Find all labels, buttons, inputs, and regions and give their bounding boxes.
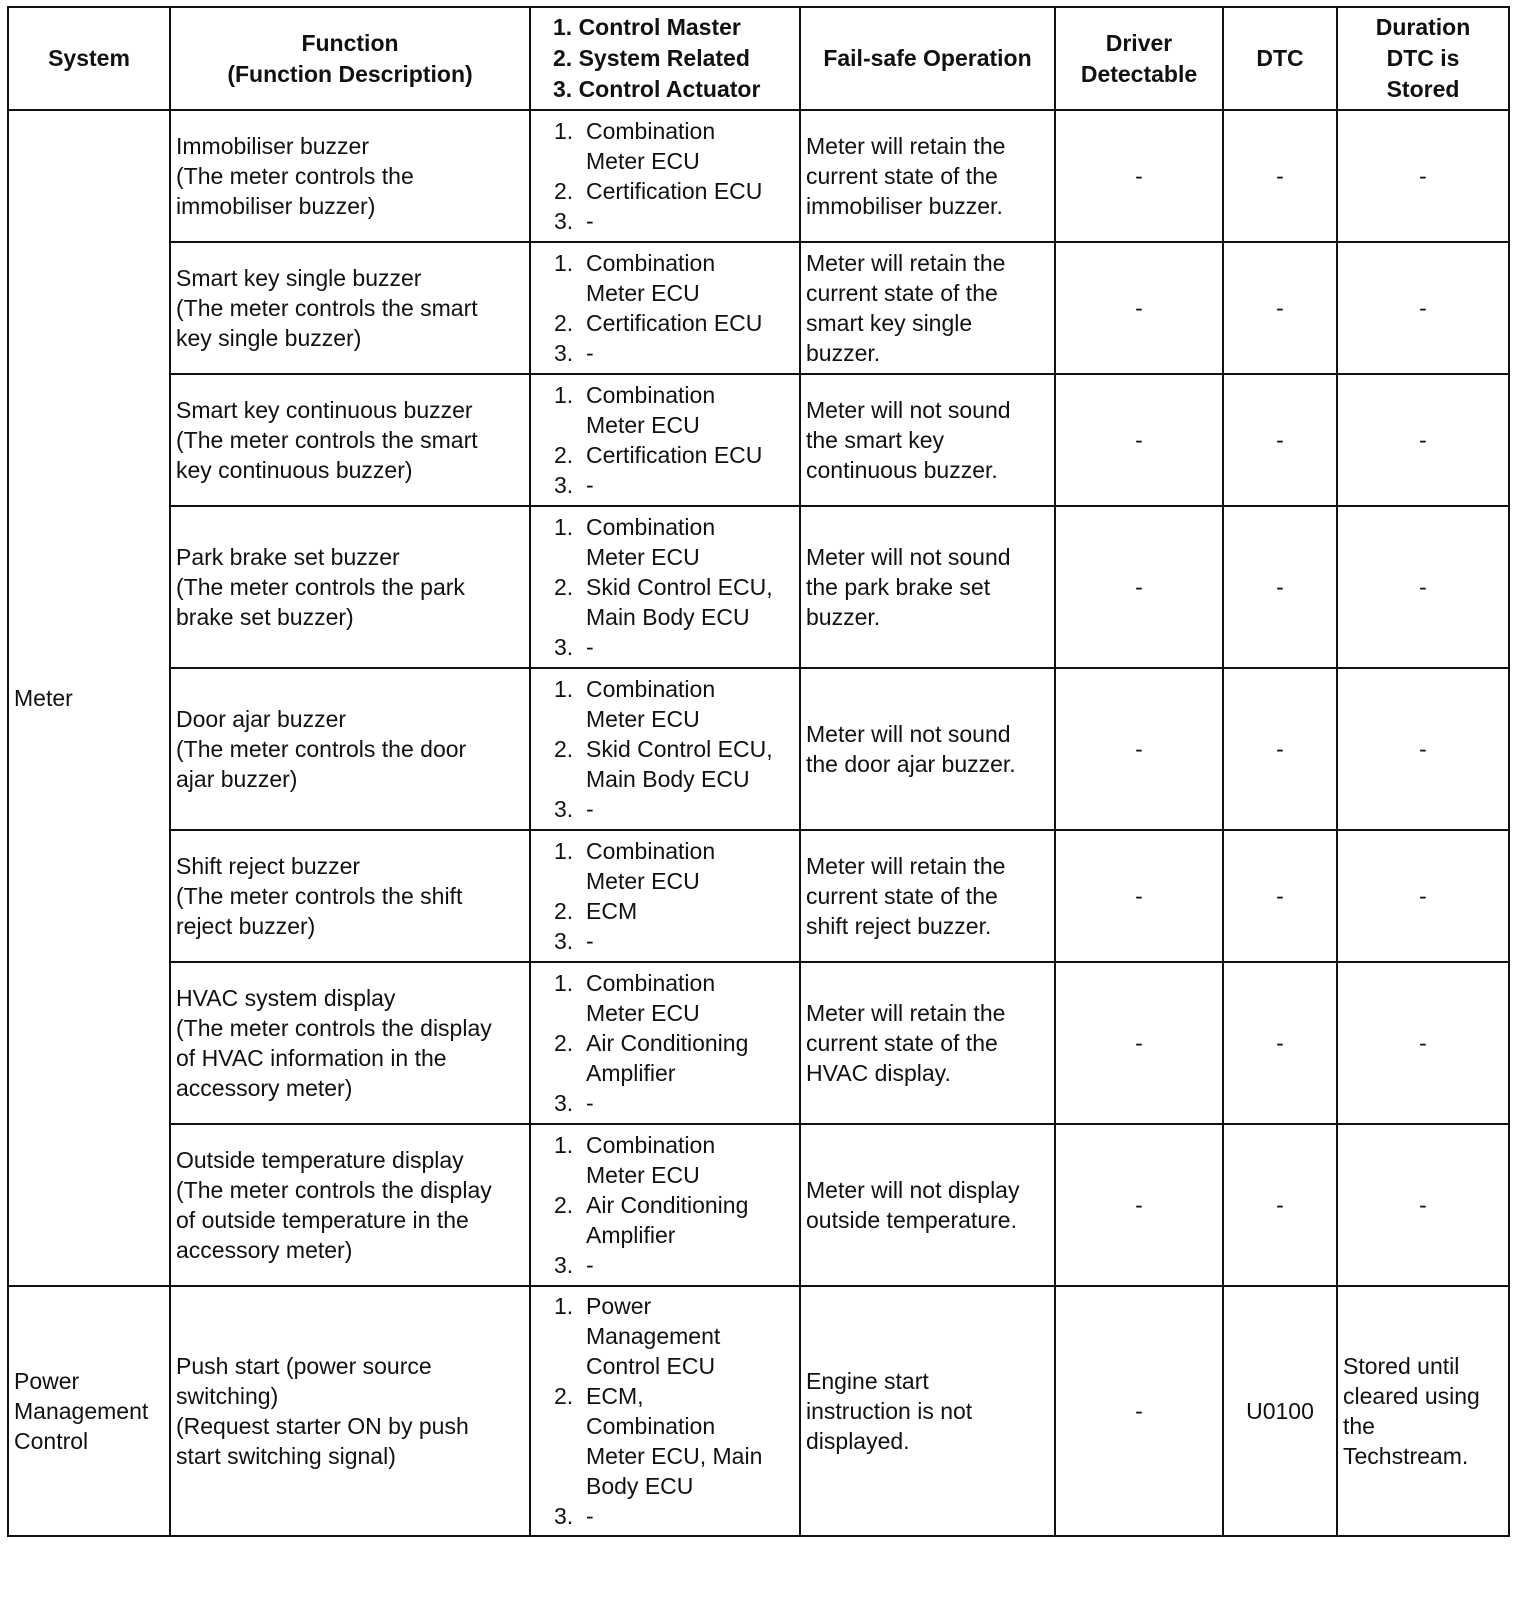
failsafe-cell [800,962,1055,1124]
failsafe-text: Meter will not sound the door ajar buzzer. [806,721,1016,777]
duration-text: - [1419,736,1427,762]
table-row [8,374,1509,506]
control-item-text: ECM, Combination Meter ECU, Main Body ECU [586,1383,763,1499]
control-item [536,1028,794,1088]
function-cell [170,506,530,668]
failsafe-cell [800,1124,1055,1286]
header-dtc: DTC [1223,7,1337,110]
control-item [536,674,794,734]
failsafe-cell [800,374,1055,506]
function-cell [170,668,530,830]
control-item-number: 3. [554,928,574,954]
control-item-text: Combination Meter ECU [586,970,716,1026]
control-list [536,836,794,956]
duration-text: - [1419,883,1427,909]
failsafe-cell [800,1286,1055,1536]
dtc-cell: - [1223,242,1337,374]
control-item [536,632,794,662]
dtc-cell: - [1223,1124,1337,1286]
control-cell [530,506,800,668]
control-item [536,206,794,236]
control-item [536,836,794,896]
table-row [8,242,1509,374]
dtc-cell: - [1223,506,1337,668]
control-item-number: 2. [554,736,574,762]
duration-text: - [1419,427,1427,453]
control-item-number: 3. [554,634,574,660]
system-label: Power Management Control [14,1368,149,1454]
control-item-text: Air Conditioning Amplifier [586,1192,749,1248]
dtc-cell: - [1223,110,1337,242]
dtc-cell: - [1223,668,1337,830]
duration-cell [1337,1124,1509,1286]
control-item-text: Combination Meter ECU [586,1132,716,1188]
control-item-text: Certification ECU [586,442,763,468]
control-item [536,794,794,824]
control-list [536,248,794,368]
driver-detectable-cell: - [1055,110,1223,242]
table-row [8,1124,1509,1286]
table-row [8,506,1509,668]
control-item [536,380,794,440]
failsafe-cell [800,830,1055,962]
table-row [8,830,1509,962]
failsafe-cell [800,668,1055,830]
control-item-text: - [586,634,594,660]
failsafe-text: Meter will not display outside temperature. [806,1177,1020,1233]
dtc-cell: - [1223,374,1337,506]
function-cell [170,374,530,506]
duration-text: - [1419,1030,1427,1056]
control-item-text: Power Management Control ECU [586,1293,721,1379]
function-cell [170,962,530,1124]
table-row [8,668,1509,830]
duration-text: - [1419,574,1427,600]
driver-detectable-cell: - [1055,668,1223,830]
fail-safe-table [7,6,1510,1537]
driver-detectable-cell: - [1055,1124,1223,1286]
function-description: Push start (power source switching) (Request starter ON by push start switching signal) [176,1353,469,1469]
control-item-text: Skid Control ECU, Main Body ECU [586,736,773,792]
control-item-number: 1. [554,514,574,540]
control-item-text: Air Conditioning Amplifier [586,1030,749,1086]
failsafe-text: Meter will retain the current state of the shift reject buzzer. [806,853,1006,939]
function-cell [170,830,530,962]
table-row [8,110,1509,242]
function-description: Shift reject buzzer (The meter controls the shift reject buzzer) [176,853,463,939]
control-item-number: 2. [554,898,574,924]
failsafe-cell [800,506,1055,668]
control-item [536,1501,794,1531]
control-item [536,926,794,956]
control-item [536,968,794,1028]
control-item-number: 1. [554,382,574,408]
control-item-number: 1. [554,1132,574,1158]
function-cell [170,242,530,374]
failsafe-cell [800,110,1055,242]
function-cell [170,1286,530,1536]
table-row [8,1286,1509,1536]
control-item-text: - [586,208,594,234]
control-item-number: 3. [554,340,574,366]
function-description: Immobiliser buzzer (The meter controls the immobiliser buzzer) [176,133,414,219]
control-item [536,896,794,926]
duration-cell [1337,506,1509,668]
system-cell-power-management [8,1286,170,1536]
function-description: Smart key continuous buzzer (The meter controls the smart key continuous buzzer) [176,397,478,483]
control-cell [530,668,800,830]
header-failsafe: Fail-safe Operation [800,7,1055,110]
control-item [536,1130,794,1190]
driver-detectable-cell: - [1055,374,1223,506]
control-item-text: - [586,472,594,498]
control-item [536,572,794,632]
control-item-number: 2. [554,442,574,468]
system-cell-meter: Meter [8,110,170,1286]
header-function: Function (Function Description) [170,7,530,110]
control-item [536,470,794,500]
function-cell [170,1124,530,1286]
control-item [536,1381,794,1501]
control-item-text: Combination Meter ECU [586,382,716,438]
control-item-number: 1. [554,1293,574,1319]
control-item-number: 2. [554,310,574,336]
control-item-text: - [586,796,594,822]
duration-cell [1337,110,1509,242]
control-item-text: Combination Meter ECU [586,838,716,894]
control-item-number: 2. [554,574,574,600]
duration-cell [1337,374,1509,506]
control-item-number: 1. [554,676,574,702]
control-item-number: 1. [554,970,574,996]
control-item [536,1291,794,1381]
table-row [8,962,1509,1124]
failsafe-text: Meter will not sound the smart key continuous buzzer. [806,397,1011,483]
function-cell [170,110,530,242]
dtc-cell: - [1223,962,1337,1124]
failsafe-text: Meter will retain the current state of the smart key single buzzer. [806,250,1006,366]
duration-text: Stored until cleared using the Techstream. [1343,1353,1480,1469]
driver-detectable-cell: - [1055,242,1223,374]
control-cell [530,242,800,374]
control-item-text: - [586,1503,594,1529]
control-item-number: 2. [554,1383,574,1409]
control-item-text: Certification ECU [586,178,763,204]
control-cell [530,110,800,242]
function-description: Door ajar buzzer (The meter controls the door ajar buzzer) [176,706,467,792]
control-item [536,1190,794,1250]
control-item-number: 1. [554,838,574,864]
control-item [536,338,794,368]
failsafe-text: Meter will retain the current state of the immobiliser buzzer. [806,133,1006,219]
duration-text: - [1419,163,1427,189]
dtc-cell: - [1223,830,1337,962]
control-item-text: - [586,928,594,954]
control-cell [530,374,800,506]
control-item-text: - [586,1090,594,1116]
header-row [8,7,1509,110]
control-list [536,380,794,500]
control-item-number: 2. [554,1192,574,1218]
control-item [536,248,794,308]
control-item-text: - [586,340,594,366]
control-list [536,1130,794,1280]
control-list [536,512,794,662]
control-item-number: 3. [554,1503,574,1529]
duration-cell [1337,242,1509,374]
control-item-number: 3. [554,796,574,822]
control-item-number: 3. [554,1090,574,1116]
duration-cell [1337,668,1509,830]
control-item [536,1250,794,1280]
function-description: Outside temperature display (The meter controls the display of outside temperature in the accessory meter) [176,1147,492,1263]
header-driver-detectable: Driver Detectable [1055,7,1223,110]
driver-detectable-cell: - [1055,506,1223,668]
failsafe-text: Engine start instruction is not displayed. [806,1368,973,1454]
failsafe-cell [800,242,1055,374]
control-cell [530,1286,800,1536]
control-item-number: 1. [554,118,574,144]
control-cell [530,1124,800,1286]
control-item-text: Combination Meter ECU [586,676,716,732]
failsafe-text: Meter will retain the current state of the HVAC display. [806,1000,1006,1086]
control-item-text: Combination Meter ECU [586,514,716,570]
control-item [536,116,794,176]
control-list [536,1291,794,1531]
control-item-number: 2. [554,1030,574,1056]
control-item [536,176,794,206]
control-list [536,116,794,236]
control-item-text: Combination Meter ECU [586,118,716,174]
function-description: Park brake set buzzer (The meter controls the park brake set buzzer) [176,544,465,630]
control-list [536,968,794,1118]
control-item [536,308,794,338]
function-description: HVAC system display (The meter controls the display of HVAC information in the accessory meter) [176,985,492,1101]
control-item [536,1088,794,1118]
header-system: System [8,7,170,110]
control-item-text: Combination Meter ECU [586,250,716,306]
control-item-text: ECM [586,898,638,924]
control-item [536,512,794,572]
duration-cell [1337,830,1509,962]
control-item-text: - [586,1252,594,1278]
duration-cell [1337,962,1509,1124]
duration-cell [1337,1286,1509,1536]
control-item-number: 1. [554,250,574,276]
control-item-text: Skid Control ECU, Main Body ECU [586,574,773,630]
dtc-cell: U0100 [1223,1286,1337,1536]
duration-text: - [1419,1192,1427,1218]
control-item [536,734,794,794]
header-control: 1. Control Master 2. System Related 3. Control Actuator [530,7,800,110]
control-item-number: 3. [554,208,574,234]
control-item-number: 2. [554,178,574,204]
failsafe-text: Meter will not sound the park brake set buzzer. [806,544,1011,630]
control-item-text: Certification ECU [586,310,763,336]
header-duration: Duration DTC is Stored [1337,7,1509,110]
driver-detectable-cell: - [1055,962,1223,1124]
control-list [536,674,794,824]
control-cell [530,962,800,1124]
control-item [536,440,794,470]
control-item-number: 3. [554,1252,574,1278]
duration-text: - [1419,295,1427,321]
driver-detectable-cell: - [1055,830,1223,962]
table-body [8,110,1509,1536]
driver-detectable-cell: - [1055,1286,1223,1536]
control-cell [530,830,800,962]
function-description: Smart key single buzzer (The meter controls the smart key single buzzer) [176,265,478,351]
control-item-number: 3. [554,472,574,498]
